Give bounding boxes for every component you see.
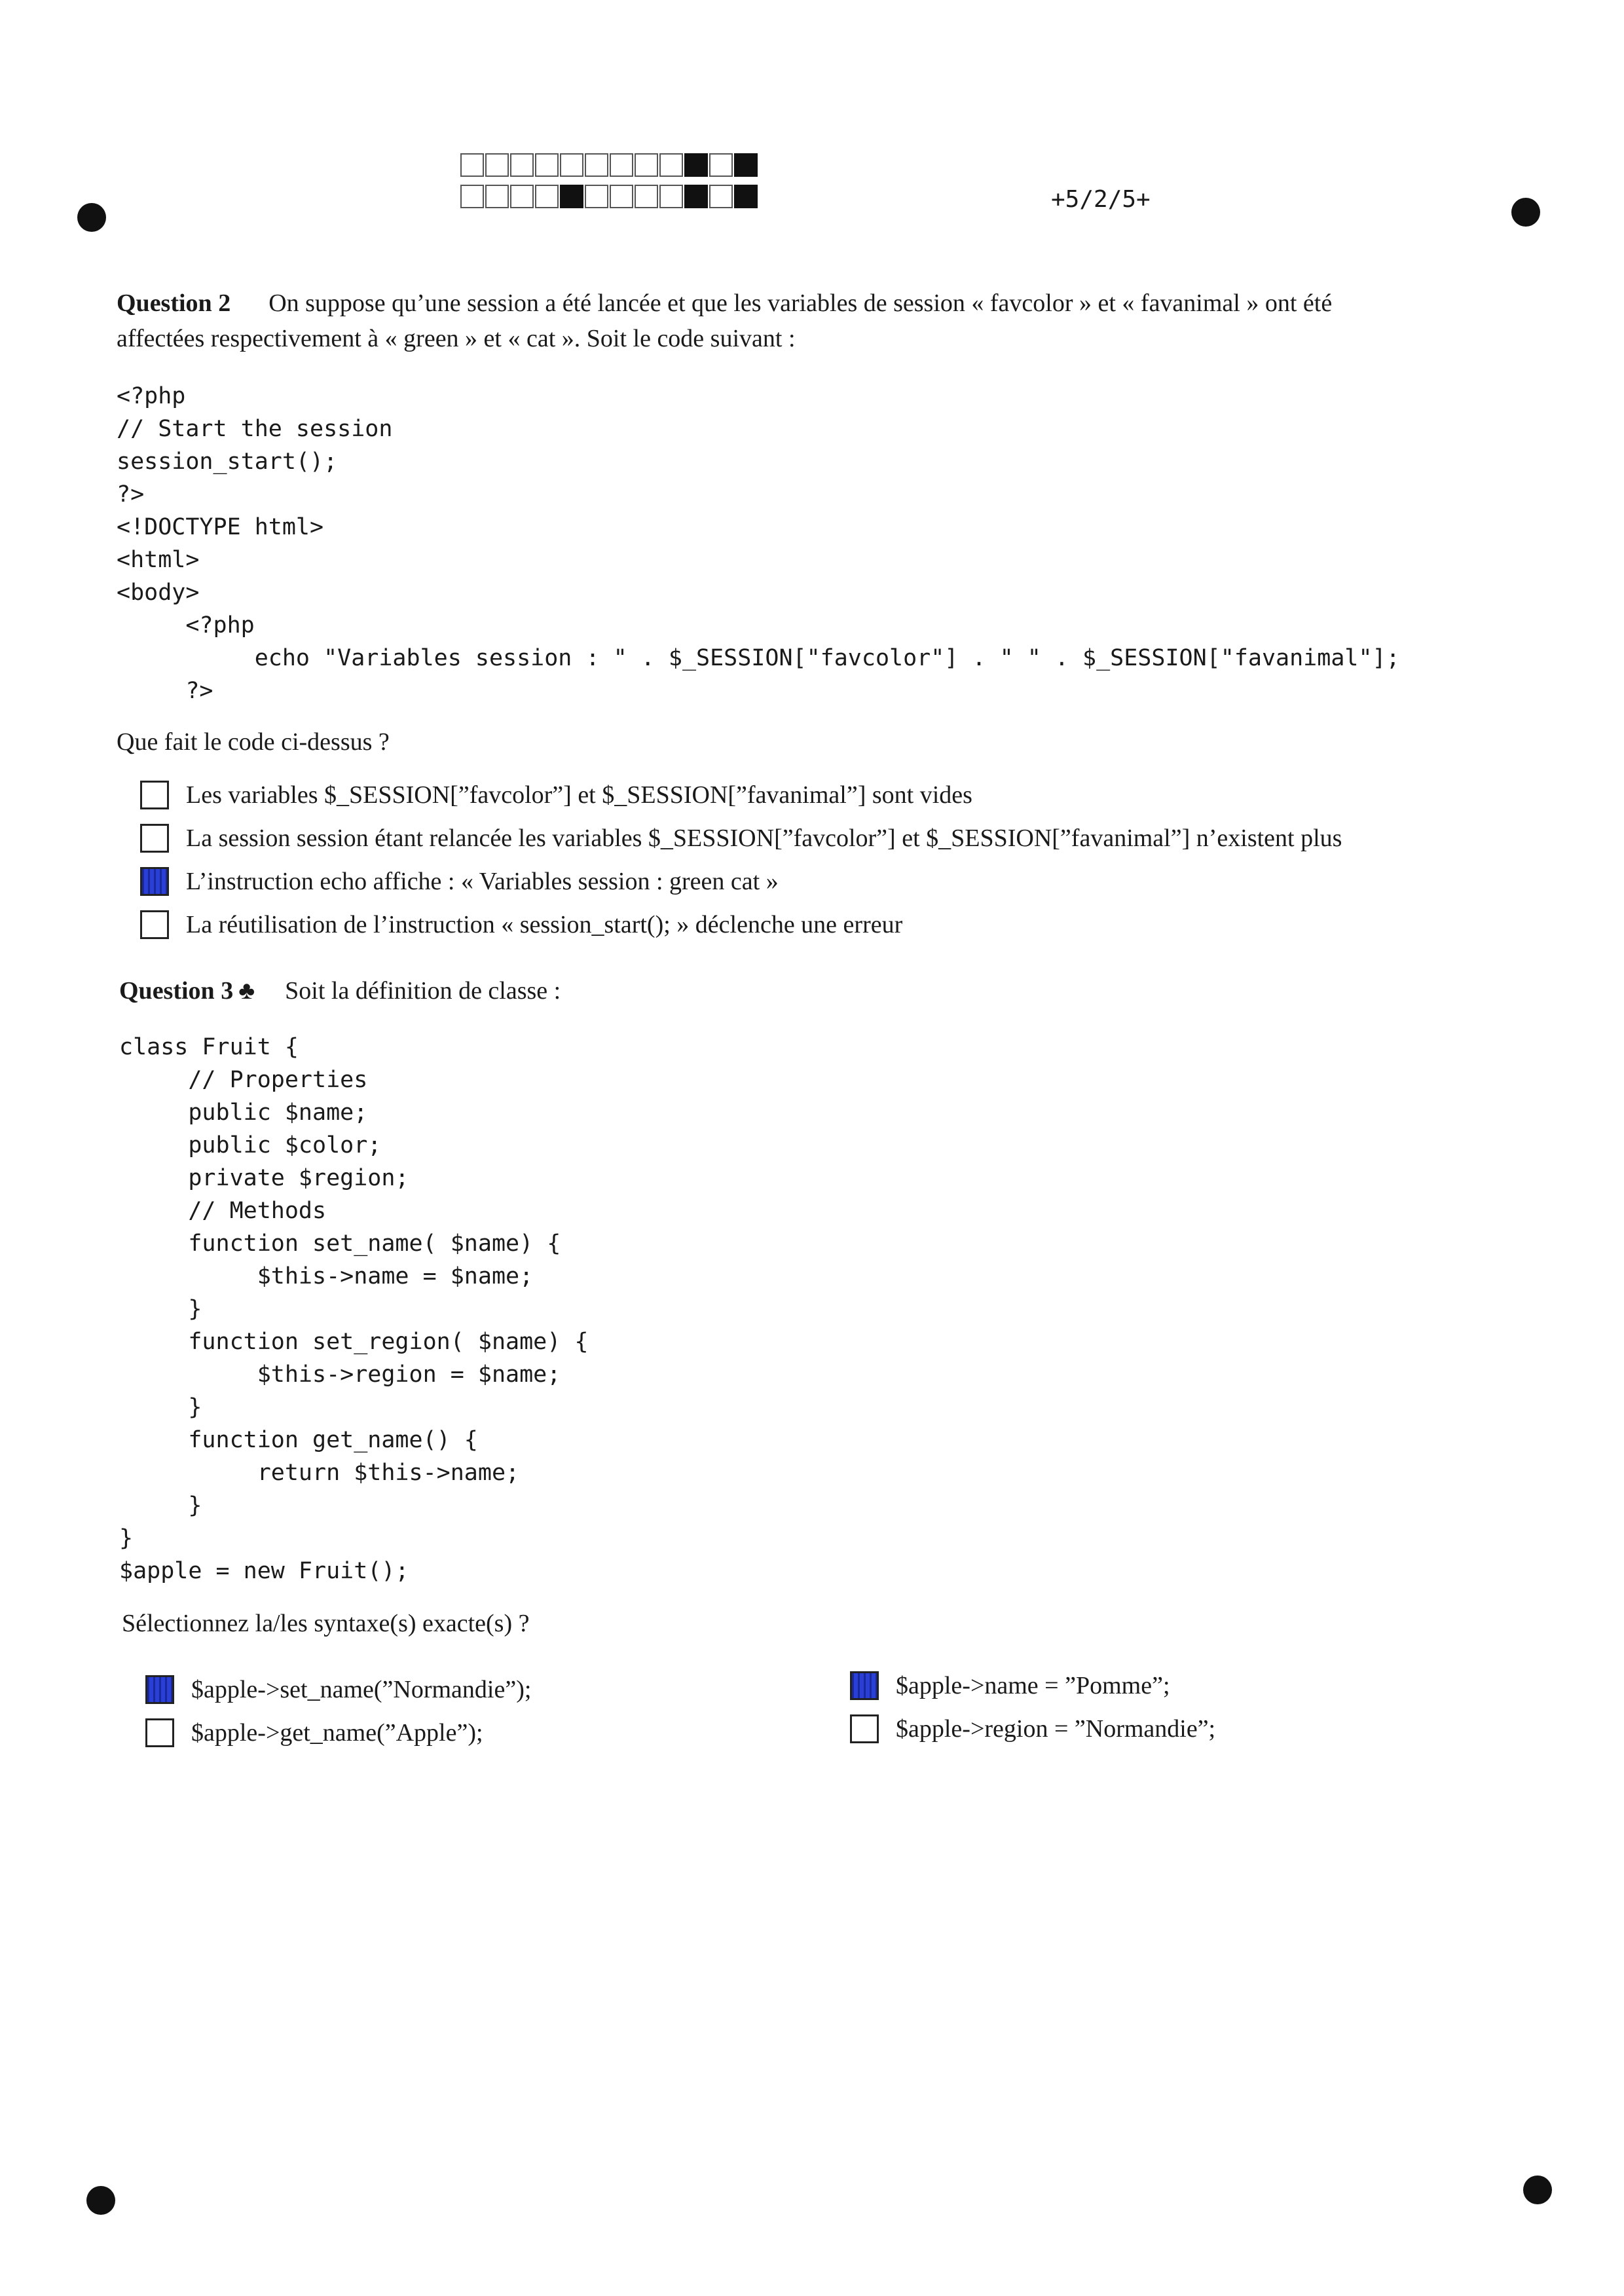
barcode-cell bbox=[560, 185, 583, 208]
q2-prompt-line1: On suppose qu’une session a été lancée et que les variables de session « favcolor » et « favanimal » ont été bbox=[268, 289, 1333, 317]
q2-option-1-label: Les variables $_SESSION[”favcolor”] et $_SESSION[”favanimal”] sont vides bbox=[186, 781, 972, 809]
q2-option-2-checkbox[interactable] bbox=[140, 824, 169, 853]
barcode-cell bbox=[659, 153, 683, 177]
q2-option-3-checkbox[interactable] bbox=[140, 867, 169, 896]
barcode-cell bbox=[510, 185, 534, 208]
registration-mark-bottom-right bbox=[1523, 2176, 1552, 2204]
q2-option-2[interactable] bbox=[140, 824, 1342, 853]
barcode-cell bbox=[684, 153, 708, 177]
q2-option-4[interactable] bbox=[140, 910, 902, 939]
q3-option-4[interactable] bbox=[850, 1714, 1215, 1743]
barcode-cell bbox=[535, 153, 559, 177]
barcode-cell bbox=[610, 185, 633, 208]
barcode-cell bbox=[709, 153, 733, 177]
q3-code-block: class Fruit { // Properties public $name; public $color; private $region; // Methods function set_name( $name) { $this->name = $name; } function set_region( $name) { $this->region = $name; } function get_name() { return $this->name; } } $apple = new Fruit(); bbox=[119, 1034, 589, 1584]
q2-prompt bbox=[117, 286, 1518, 356]
barcode-cell bbox=[635, 153, 658, 177]
barcode-cell bbox=[535, 185, 559, 208]
barcode-cell bbox=[659, 185, 683, 208]
q3-option-1[interactable] bbox=[145, 1675, 531, 1704]
barcode-cell bbox=[635, 185, 658, 208]
barcode-cell bbox=[734, 185, 758, 208]
registration-mark-bottom-left bbox=[86, 2186, 115, 2215]
barcode-cell bbox=[560, 153, 583, 177]
registration-mark-top-left bbox=[77, 203, 106, 232]
q3-option-2-checkbox[interactable] bbox=[145, 1718, 174, 1747]
q2-option-2-label: La session session étant relancée les variables $_SESSION[”favcolor”] et $_SESSION[”favanimal”] n’existent plus bbox=[186, 824, 1342, 852]
q3-option-4-label: $apple->region = ”Normandie”; bbox=[896, 1715, 1216, 1743]
registration-mark-top-right bbox=[1511, 198, 1540, 227]
q2-option-4-label: La réutilisation de l’instruction « session_start(); » déclenche une erreur bbox=[186, 911, 903, 938]
q3-option-1-checkbox[interactable] bbox=[145, 1675, 174, 1704]
q2-option-1[interactable] bbox=[140, 781, 972, 809]
q2-prompt-line2: affectées respectivement à « green » et « cat ». Soit le code suivant : bbox=[117, 325, 796, 352]
q3-option-4-checkbox[interactable] bbox=[850, 1714, 879, 1743]
barcode-cell bbox=[610, 153, 633, 177]
q3-prompt bbox=[119, 973, 561, 1009]
q3-option-3-label: $apple->name = ”Pomme”; bbox=[896, 1672, 1170, 1699]
barcode-cell bbox=[684, 185, 708, 208]
q3-option-3-checkbox[interactable] bbox=[850, 1671, 879, 1700]
q2-option-3[interactable] bbox=[140, 867, 779, 896]
barcode-cell bbox=[585, 185, 608, 208]
q2-option-3-label: L’instruction echo affiche : « Variables session : green cat » bbox=[186, 868, 779, 895]
barcode-cell bbox=[734, 153, 758, 177]
barcode-cell bbox=[709, 185, 733, 208]
q3-option-2-label: $apple->get_name(”Apple”); bbox=[191, 1719, 483, 1747]
q3-option-1-label: $apple->set_name(”Normandie”); bbox=[191, 1676, 532, 1703]
q2-label: Question 2 bbox=[117, 289, 231, 317]
q2-question: Que fait le code ci-dessus ? bbox=[117, 728, 390, 756]
q2-code-block: <?php // Start the session session_start(); ?> <!DOCTYPE html> <html> <body> <?php echo "Variables session : " . $_SESSION["favcolor"] . " " . $_SESSION["favanimal"]; ?> bbox=[117, 383, 1400, 704]
barcode-cell bbox=[485, 153, 509, 177]
club-icon: ♣ bbox=[238, 977, 255, 1005]
q2-option-1-checkbox[interactable] bbox=[140, 781, 169, 809]
page-id: +5/2/5+ bbox=[1051, 186, 1151, 213]
q3-prompt-text: Soit la définition de classe : bbox=[285, 977, 561, 1005]
barcode-row-2 bbox=[460, 185, 759, 208]
barcode-cell bbox=[460, 153, 484, 177]
barcode-cell bbox=[585, 153, 608, 177]
q3-question: Sélectionnez la/les syntaxe(s) exacte(s) ? bbox=[122, 1610, 530, 1637]
barcode-cell bbox=[460, 185, 484, 208]
q3-option-2[interactable] bbox=[145, 1718, 483, 1747]
q3-option-3[interactable] bbox=[850, 1671, 1170, 1700]
barcode-cell bbox=[510, 153, 534, 177]
q2-option-4-checkbox[interactable] bbox=[140, 910, 169, 939]
q3-label: Question 3 bbox=[119, 977, 234, 1005]
barcode-row-1 bbox=[460, 153, 759, 177]
barcode-cell bbox=[485, 185, 509, 208]
